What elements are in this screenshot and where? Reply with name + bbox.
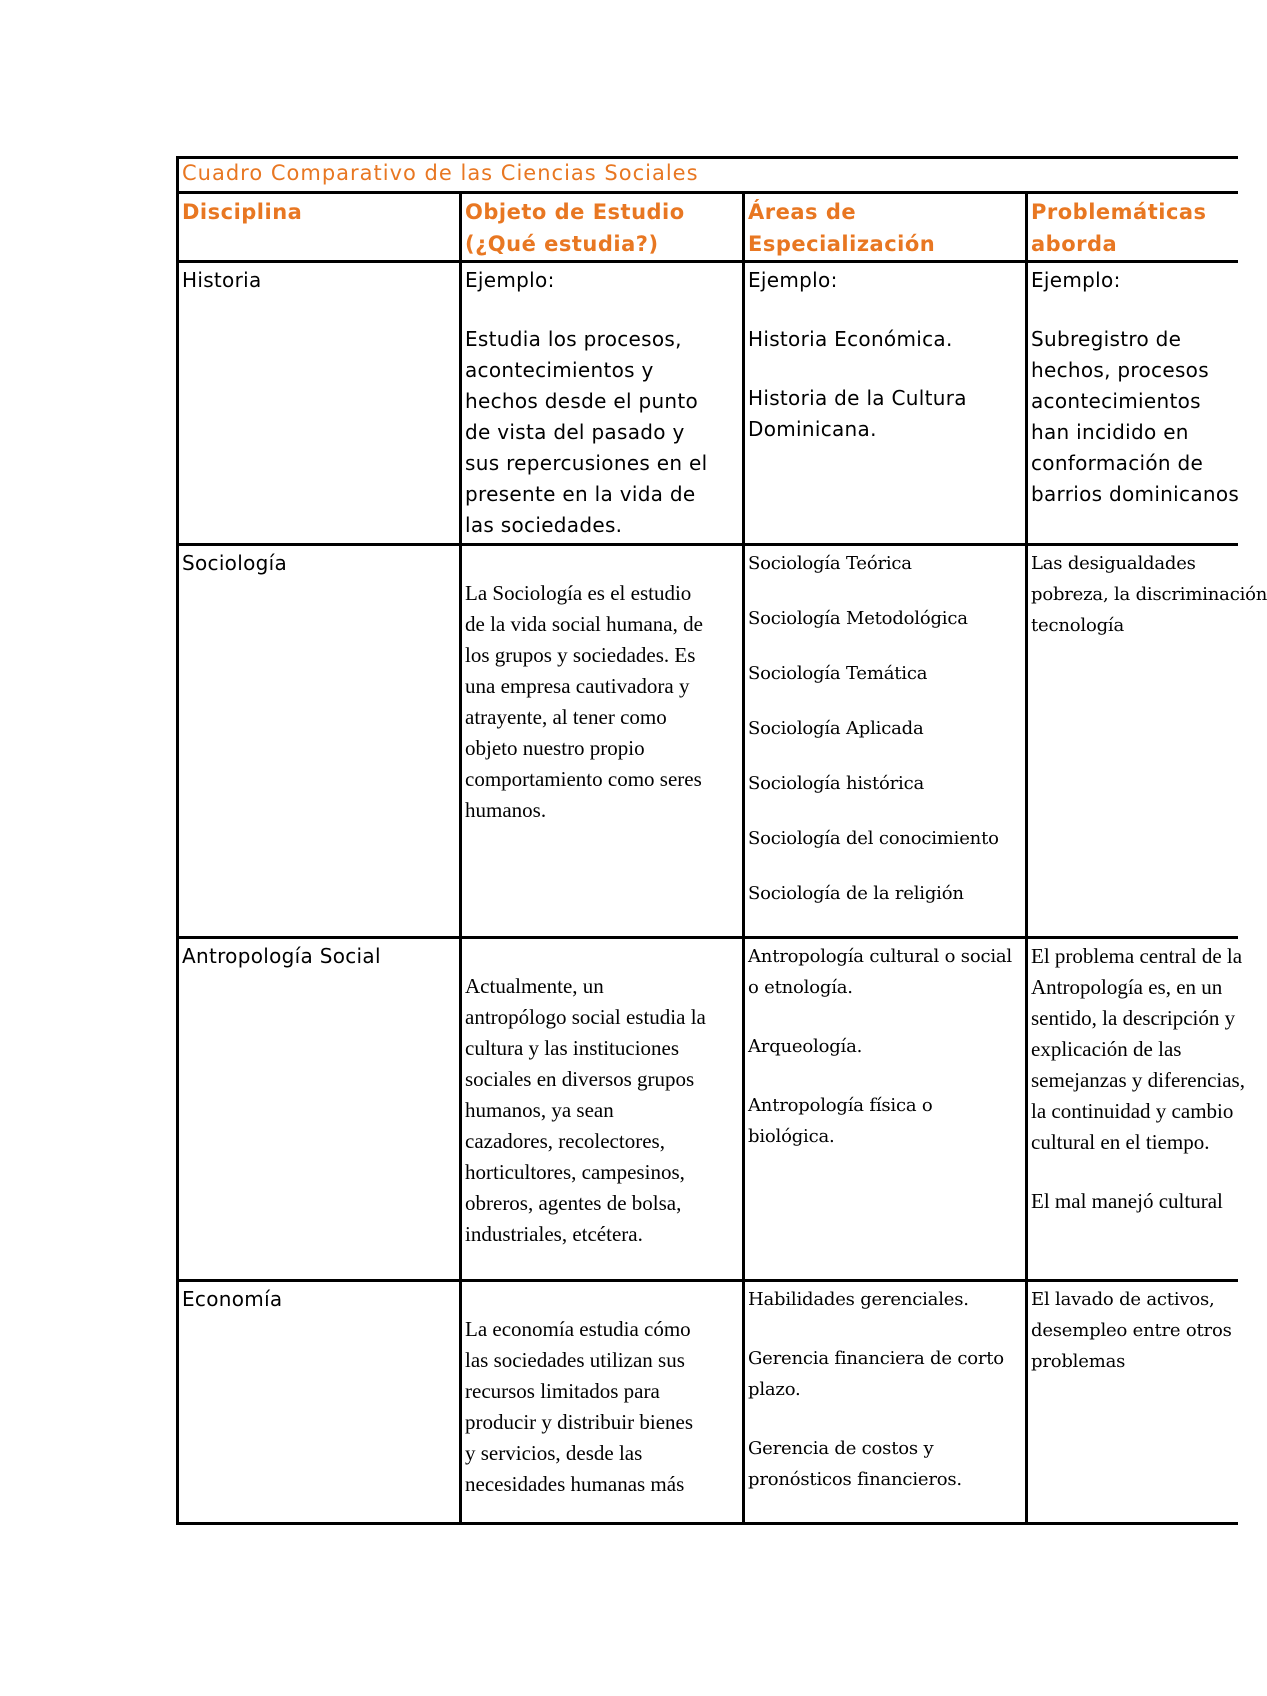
text-line: plazo. [748,1379,801,1400]
text-line: tecnología [1031,615,1125,636]
text-line: de vista del pasado y [465,420,685,444]
cell-objeto [461,262,744,545]
text-line: problemas [1031,1351,1126,1372]
objeto-text [465,578,740,826]
text-line: sociales en diversos grupos [465,1067,695,1091]
header-row [178,193,1238,262]
header-problem-line1: Problemáticas [1031,200,1207,224]
area-item: Sociología Teórica [748,553,912,574]
text-line [748,1315,1023,1343]
comparison-table [176,156,1267,1525]
text-line: El problema central de la [1031,944,1243,968]
cell-disciplina: Historia [178,262,461,545]
text-line: Ejemplo: [1031,268,1121,292]
text-line: obreros, agentes de bolsa, [465,1191,682,1215]
header-objeto [461,193,744,262]
text-line: La economía estudia cómo [465,1317,691,1341]
cell-areas [744,545,1027,938]
text-line [748,355,1023,383]
text-line: presente en la vida de [465,482,696,506]
area-item: Sociología del conocimiento [748,828,999,849]
text-line [748,1062,1023,1090]
text-line: Arqueología. [748,1036,863,1057]
text-line: o etnología. [748,977,853,998]
text-line: cazadores, recolectores, [465,1129,665,1153]
cell-disciplina: Sociología [178,545,461,938]
table-title: Cuadro Comparativo de las Ciencias Sociales [178,158,1238,193]
text-line: acontecimientos y [465,358,654,382]
header-objeto-line2: (¿Qué estudia?) [465,232,659,256]
area-item: Sociología histórica [748,773,925,794]
text-line: biológica. [748,1126,835,1147]
text-line: cultura y las instituciones [465,1036,680,1060]
row-economia [178,1281,1238,1524]
text-line: La Sociología es el estudio [465,581,692,605]
cell-problematicas [1027,1281,1238,1524]
text-line: Gerencia de costos y [748,1438,934,1459]
text-line: pobreza, la discriminación [1031,584,1267,605]
text-line: Antropología cultural o social [748,946,1012,967]
header-areas-line2: Especialización [748,232,936,256]
header-problematicas [1027,193,1238,262]
text-line: Las desigualdades [1031,553,1196,574]
text-line: desempleo entre otros [1031,1320,1232,1341]
text-line: barrios dominicanos [1031,482,1240,506]
text-line: comportamiento como seres [465,767,702,791]
text-line: Historia de la Cultura [748,386,967,410]
text-line: Antropología es, en un [1031,975,1223,999]
text-line: los grupos y sociedades. Es [465,643,696,667]
text-line: las sociedades. [465,513,623,537]
text-line [748,1003,1023,1031]
cell-problematicas [1027,938,1245,1281]
text-line: explicación de las [1031,1037,1182,1061]
objeto-text [465,971,740,1250]
text-line: y servicios, desde las [465,1441,643,1465]
text-line: Estudia los procesos, [465,327,682,351]
header-areas-line1: Áreas de [748,200,857,224]
text-line: Antropología física o [748,1095,933,1116]
text-line [748,296,1023,324]
area-item: Sociología Temática [748,663,928,684]
text-line: pronósticos financieros. [748,1469,962,1490]
header-areas [744,193,1027,262]
text-line: necesidades humanas más [465,1472,685,1496]
text-line: conformación de [1031,451,1204,475]
text-line: humanos. [465,798,547,822]
cell-disciplina: Economía [178,1281,461,1524]
text-line: atrayente, al tener como [465,705,667,729]
cell-problematicas [1027,262,1238,545]
text-line: Gerencia financiera de corto [748,1348,1004,1369]
text-line: Habilidades gerenciales. [748,1289,969,1310]
text-line: horticultores, campesinos, [465,1160,685,1184]
text-line: Ejemplo: [465,268,555,292]
header-disciplina [178,193,461,262]
text-line: de la vida social humana, de [465,612,703,636]
text-line: Actualmente, un [465,974,604,998]
text-line: cultural en el tiempo. [1031,1130,1210,1154]
cell-problematicas [1027,545,1267,938]
text-line [748,1405,1023,1433]
text-line: objeto nuestro propio [465,736,645,760]
cell-areas [744,1281,1027,1524]
text-line: hechos desde el punto [465,389,699,413]
row-antropologia [178,938,1238,1281]
text-line: El mal manejó cultural [1031,1189,1223,1213]
cell-objeto [461,1281,744,1524]
area-item: Sociología Aplicada [748,718,924,739]
cell-areas [744,938,1027,1281]
text-line: recursos limitados para [465,1379,660,1403]
text-line: El lavado de activos, [1031,1289,1215,1310]
text-line: antropólogo social estudia la [465,1005,706,1029]
text-line: sus repercusiones en el [465,451,708,475]
title-row [178,158,1238,193]
text-line: hechos, procesos [1031,358,1209,382]
cell-areas [744,262,1027,545]
cell-objeto [461,545,744,938]
text-line: las sociedades utilizan sus [465,1348,685,1372]
objeto-text [465,1314,740,1500]
text-line: producir y distribuir bienes [465,1410,694,1434]
cell-disciplina: Antropología Social [178,938,461,1281]
text-line: han incidido en [1031,420,1189,444]
row-historia [178,262,1238,545]
text-line: Historia Económica. [748,327,953,351]
text-line: Dominicana. [748,417,877,441]
header-disciplina-label: Disciplina [182,200,303,224]
text-line: semejanzas y diferencias, [1031,1068,1245,1092]
header-problem-line2: aborda [1031,232,1118,256]
text-line [465,296,740,324]
text-line: industriales, etcétera. [465,1222,643,1246]
text-line: la continuidad y cambio [1031,1099,1234,1123]
text-line: humanos, ya sean [465,1098,614,1122]
text-line: acontecimientos [1031,389,1201,413]
cell-objeto [461,938,744,1281]
text-line: una empresa cautivadora y [465,674,690,698]
text-line: Subregistro de [1031,327,1182,351]
text-line: Ejemplo: [748,268,838,292]
text-line [1031,296,1236,324]
area-item: Sociología de la religión [748,883,964,904]
text-line [1031,1158,1236,1186]
text-line: sentido, la descripción y [1031,1006,1236,1030]
row-sociologia [178,545,1238,938]
header-objeto-line1: Objeto de Estudio [465,200,685,224]
area-item: Sociología Metodológica [748,608,968,629]
